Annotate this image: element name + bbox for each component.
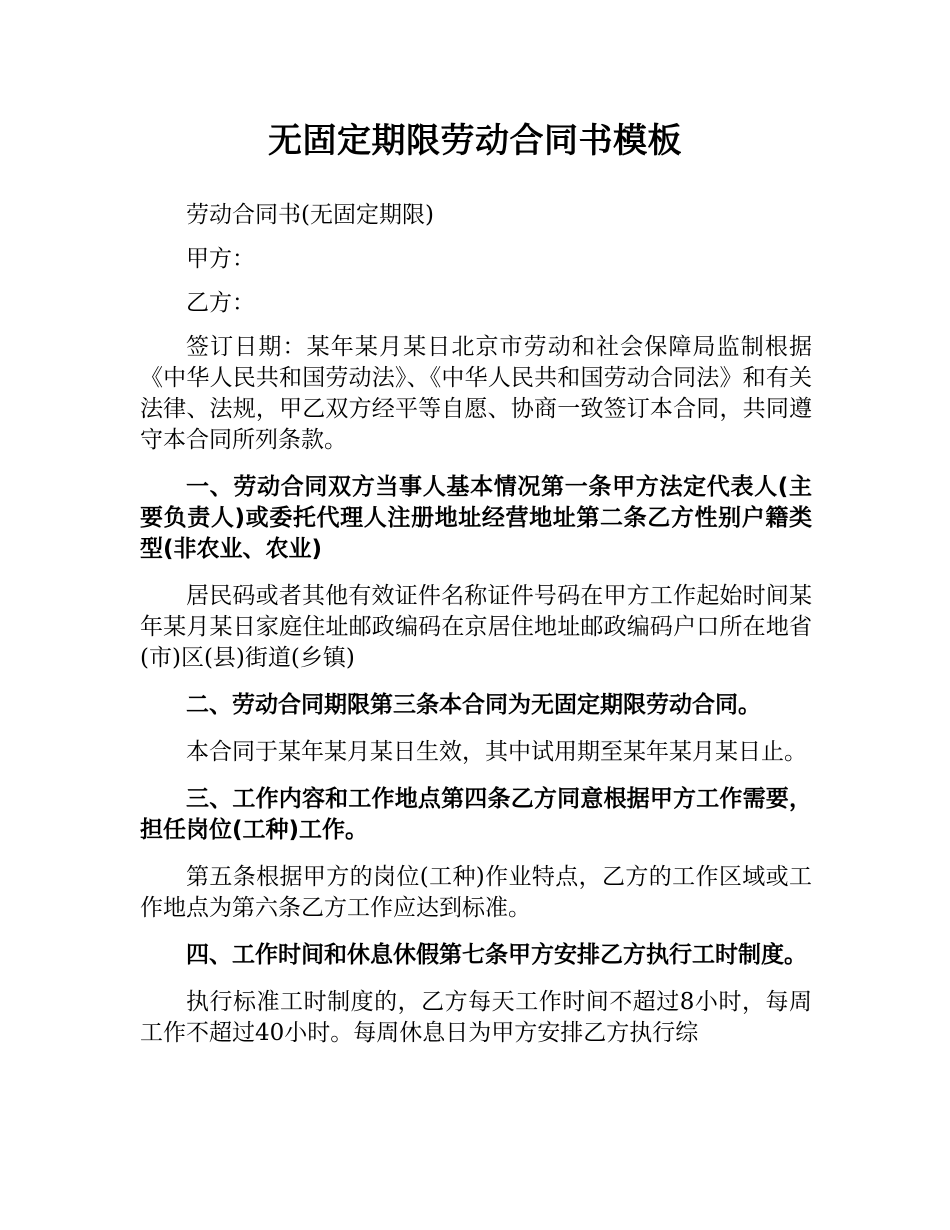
paragraph-party-b-info: 居民码或者其他有效证件名称证件号码在甲方工作起始时间某年某月某日家庭住址邮政编码在京居住地址邮政编码户口所在地省(市)区(县)街道(乡镇): [140, 583, 812, 671]
section-heading-4: 四、工作时间和休息休假第七条甲方安排乙方执行工时制度。: [186, 942, 807, 968]
paragraph-signing-date: 签订日期：某年某月某日北京市劳动和社会保障局监制根据《中华人民共和国劳动法》、《中华人民共和国劳动合同法》和有关法律、法规，甲乙双方经平等自愿、协商一致签订本合同，共同遵守本合同所列条款。: [140, 334, 812, 453]
section-heading-1: 一、劳动合同双方当事人基本情况第一条甲方法定代表人(主要负责人)或委托代理人注册地址经营地址第二条乙方性别户籍类型(非农业、农业): [140, 474, 812, 562]
paragraph-party-a: 甲方：: [186, 246, 255, 272]
document-title: 无固定期限劳动合同书模板: [268, 121, 682, 161]
section-heading-3: 三、工作内容和工作地点第四条乙方同意根据甲方工作需要，担任岗位(工种)工作。: [140, 786, 812, 843]
section-heading-2: 二、劳动合同期限第三条本合同为无固定期限劳动合同。: [186, 692, 761, 718]
paragraph-effective-date: 本合同于某年某月某日生效，其中试用期至某年某月某日止。: [186, 739, 807, 765]
paragraph-work-location: 第五条根据甲方的岗位(工种)作业特点，乙方的工作区域或工作地点为第六条乙方工作应达到标准。: [140, 864, 812, 921]
paragraph-party-b: 乙方：: [186, 290, 255, 316]
paragraph-contract-name: 劳动合同书(无固定期限): [186, 202, 434, 228]
document-body: [140, 200, 812, 1049]
paragraph-working-hours: 执行标准工时制度的，乙方每天工作时间不超过8小时，每周工作不超过40小时。每周休息日为甲方安排乙方执行综: [140, 989, 812, 1046]
